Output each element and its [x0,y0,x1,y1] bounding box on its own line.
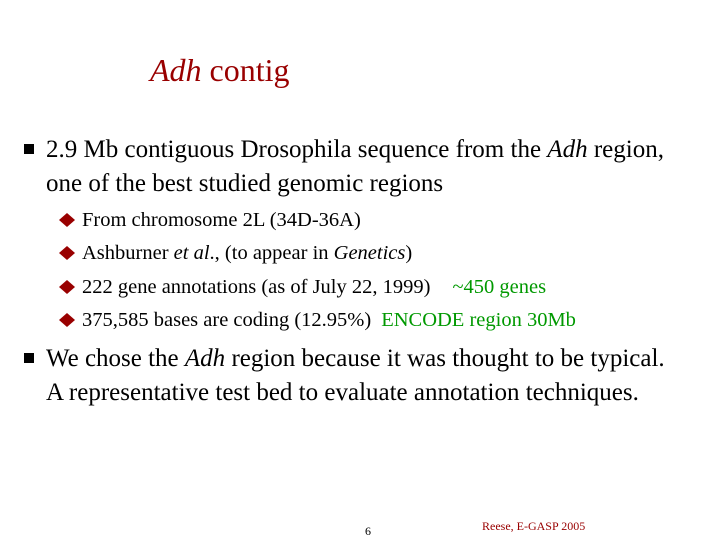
bullet-1-part-1: 2.9 Mb contiguous Drosophila sequence from the [46,136,548,163]
subbullet-2-pre: Ashburner [82,242,174,264]
bullet-1-text [46,133,686,201]
bullet-2-part-3: region because it was thought to be typical. A representative test bed to evaluate annotation techniques. [46,345,665,406]
subbullet-4-note: ENCODE region 30Mb [381,309,576,331]
diamond-bullet-icon [58,245,76,261]
diamond-bullet-icon [58,312,76,328]
square-bullet-icon [24,353,34,363]
bullet-2-italic: Adh [184,345,226,372]
bullet-1-italic: Adh [547,136,588,163]
subbullet-3-text [82,274,546,300]
subbullet-2-text [82,240,412,266]
diamond-bullet-icon [58,212,76,228]
bullet-2-part-1: We chose the [46,345,185,372]
subbullet-4-main: 375,585 bases are coding (12.95%) [82,309,372,331]
bullet-1-part-3: region, one of the best studied genomic regions [46,136,664,197]
subbullet-2-post: ) [405,242,413,264]
footer-credit: Reese, E-GASP 2005 [482,519,586,533]
title-italic: Adh [150,52,202,88]
slide-title [150,52,290,89]
square-bullet-icon [24,144,34,154]
subbullet-3-main: 222 gene annotations (as of July 22, 1999) [82,276,431,298]
subbullet-3-note: ~450 genes [452,276,547,298]
subbullet-2-italic-2: Genetics [333,242,406,264]
page-number: 6 [365,524,371,538]
subbullet-2-mid: ., (to appear in [209,242,334,264]
subbullet-1-text: From chromosome 2L (34D-36A) [82,209,361,231]
title-rest: contig [209,52,290,88]
bullet-2-text [46,342,686,410]
subbullet-4-text [82,307,576,333]
diamond-bullet-icon [58,279,76,295]
subbullet-2-italic: et al [173,242,210,264]
